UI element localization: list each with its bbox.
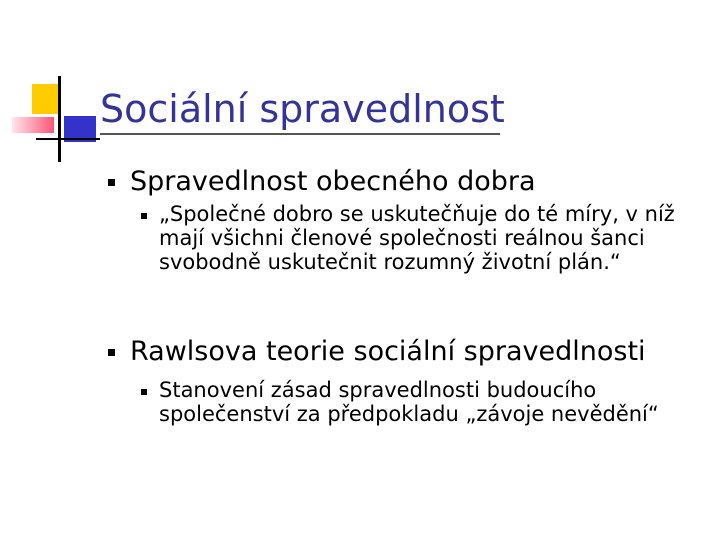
sub-item-zavoj-nevedeni: Stanovení zásad spravedlnosti budoucího společenství za předpokladu „závoje nevědění“ [159,378,659,426]
logo-red-bar [12,117,54,133]
bullet-item-rawls: Rawlsova teorie sociální spravedlnosti [130,336,646,367]
logo-vertical-line [58,76,61,162]
sub-bullet-icon [141,213,147,219]
title-underline [100,133,500,135]
bullet-item-obecneho-dobra: Spravedlnost obecného dobra [130,166,536,197]
bullet-icon [108,349,115,356]
sub-item-quote: „Společné dobro se uskutečňuje do té míry, v níž mají všichni členové společnosti reálnou šanci svobodně uskutečnit rozumný životní plán.“ [159,202,675,274]
logo-horizontal-line [36,138,100,140]
sub-bullet-icon [141,389,147,395]
slide-title: Sociální spravedlnost [100,87,505,131]
slide-logo-graphic [0,0,110,170]
bullet-icon [108,179,115,186]
logo-yellow-square [32,84,60,114]
